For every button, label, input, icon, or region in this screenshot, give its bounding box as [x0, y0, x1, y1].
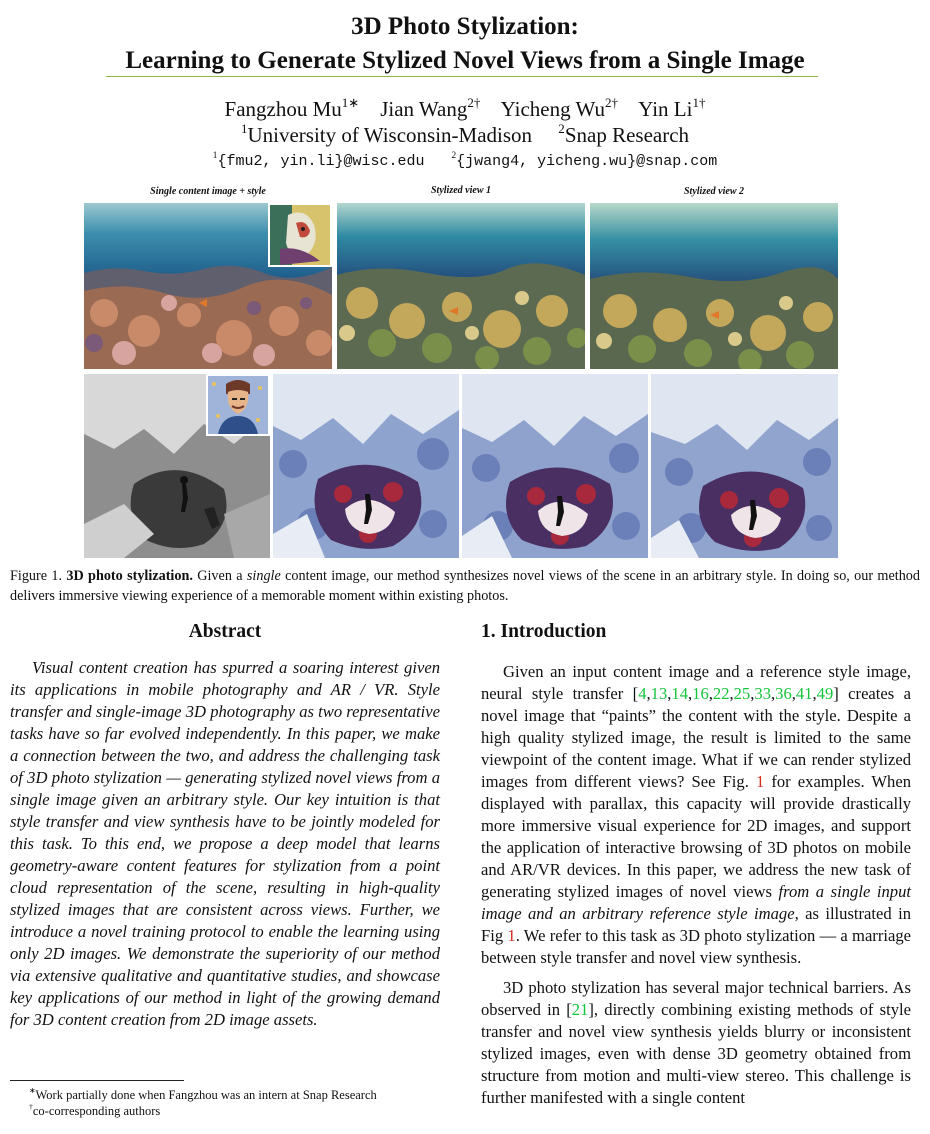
cave-stylized-view-a: [273, 374, 459, 558]
footnote-internship: [29, 1087, 449, 1103]
intro-text: for examples. When displayed with parallax, this capacity will provide drastically more immersive visual experience for 2D images, and support the application of interactive browsing of 3D photos on mobile and AR/VR devices. In this paper, we address the new task of generating stylized images of novel views: [481, 772, 912, 901]
citation-link[interactable]: 13: [650, 684, 668, 703]
style-painting-inset: [268, 203, 332, 267]
email-address[interactable]: {jwang4, yicheng.wu}@snap.com: [456, 153, 718, 170]
affiliation-name: Snap Research: [564, 123, 690, 147]
caption-label: Figure 1.: [10, 568, 63, 584]
citation-link[interactable]: 22: [712, 684, 730, 703]
introduction-paragraph-1: Given an input content image and a reference style image, neural style transfer [4,13,14,16,22,25,33,36,41,49] creates a novel image that “paints” the content with the style. Despite a high quality stylized image, the result is limited to the same viewpoint of the content image. What if we can render stylized images from different views? See Fig. 1 for examples. When displayed with parallax, this capacity will provide drastically more immersive visual experience for 2D images, and support the application of interactive browsing of 3D photos on mobile and AR/VR devices. In this paper, we address the new task of generating stylized images of novel views from a single input image and an arbitrary reference style image, as illustrated in Fig 1. We refer to this task as 3D photo stylization — a marriage between style transfer and novel view synthesis.: [481, 662, 912, 967]
author-name: Jian Wang: [380, 97, 468, 121]
introduction-paragraph-2: [481, 977, 911, 1109]
intro-text: . We refer to this task as 3D photo stylization — a marriage between style transfer and novel view synthesis.: [481, 926, 911, 967]
email-mark: 2: [451, 151, 457, 162]
intro-text: ] creates a novel image that “paints” the content with the style. Despite a high quality stylized image, the result is limited to the same viewpoint of the content image. What if we can render stylized images from different views? See Fig.: [481, 684, 911, 791]
citation-link[interactable]: 49: [816, 684, 834, 703]
abstract-heading: Abstract: [188, 621, 262, 642]
figure-caption: [10, 566, 920, 606]
intro-emphasis: from a single input image and an arbitrary reference style image: [481, 882, 911, 923]
intro-text: Given an input content image and a reference style image, neural style transfer [: [481, 662, 911, 703]
caption-text: content image, our method synthesizes novel views of the scene in an arbitrary style. In doing so, our method delivers immersive viewing experience of a memorable moment within existing photos.: [10, 568, 920, 604]
author-affil-mark: 1†: [692, 94, 706, 110]
citation-link[interactable]: 21: [571, 1000, 589, 1019]
footnote-mark: ∗: [29, 1086, 36, 1096]
abstract-body: Visual content creation has spurred a soaring interest given its applications in mobile photography and AR / VR. Style transfer and single-image 3D photography as two representative tasks have so far evolved independently. In this paper, we make a connection between the two, and address the challenging task of 3D photo stylization — generating stylized novel views from a single image given an arbitrary style. Our key intuition is that style transfer and view synthesis have to be jointly modeled for this task. To this end, we propose a deep model that learns geometry-aware content features for stylization from a point cloud representation of the scene, resulting in high-quality stylized images that are consistent across views. Further, we introduce a novel training protocol to enable the learning using only 2D images. We demonstrate the superiority of our method via extensive qualitative and quantitative studies, and showcase key applications of our method in light of the growing demand for 3D content creation from 2D image assets.: [10, 658, 440, 1029]
footnote-mark: †: [29, 1102, 33, 1112]
citation-link[interactable]: 25: [733, 684, 751, 703]
author-name: Yicheng Wu: [500, 97, 605, 121]
footnote-text: co-corresponding authors: [32, 1104, 161, 1118]
author-affil-mark: 2†: [467, 94, 481, 110]
author-affil-mark: 1∗: [341, 94, 360, 110]
cave-stylized-view-b: [462, 374, 648, 558]
intro-text: 3D photo stylization has several major technical barriers. As observed in [: [481, 978, 911, 1019]
reef-stylized-view-1: [337, 203, 585, 369]
affiliation-mark: 2: [558, 120, 565, 136]
affiliation-mark: 1: [240, 120, 248, 136]
author-affil-mark: 2†: [604, 94, 618, 110]
footnote-corresponding: [29, 1103, 449, 1119]
figure-reference-link[interactable]: 1: [755, 772, 765, 791]
email-mark: 1: [212, 151, 218, 162]
affiliation-list: [0, 120, 930, 147]
citation-link[interactable]: 36: [775, 684, 792, 703]
citation-link[interactable]: 33: [754, 684, 771, 703]
caption-bold-title: 3D photo stylization.: [66, 568, 193, 584]
figure-reference-link[interactable]: 1: [507, 926, 516, 945]
introduction-section: [481, 661, 911, 1109]
citation-link[interactable]: 41: [795, 684, 813, 703]
figure-column-label-content: Single content image + style: [150, 186, 266, 197]
reef-stylized-view-2: [590, 203, 838, 369]
email-list: [0, 152, 930, 172]
paper-title-line-2: Learning to Generate Stylized Novel Views from a Single Image: [125, 47, 805, 74]
author-name: Yin Li: [638, 97, 693, 121]
email-address[interactable]: {fmu2, yin.li}@wisc.edu: [217, 153, 425, 170]
figure-column-label-view2: Stylized view 2: [684, 186, 744, 197]
citation-link[interactable]: 14: [671, 684, 688, 703]
citation-link[interactable]: 16: [692, 684, 709, 703]
author-name: Fangzhou Mu: [224, 97, 342, 121]
footnote-divider: [10, 1080, 184, 1081]
paper-title-line-1: 3D Photo Stylization:: [351, 13, 579, 40]
title-link-underline: [106, 76, 818, 77]
cave-stylized-view-c: [651, 374, 838, 558]
introduction-heading: 1. Introduction: [481, 621, 607, 642]
affiliation-name: University of Wisconsin-Madison: [247, 123, 533, 147]
abstract-section: [10, 657, 440, 1031]
footnote-text: Work partially done when Fangzhou was an intern at Snap Research: [35, 1088, 377, 1102]
figure-column-label-view1: Stylized view 1: [431, 185, 491, 196]
intro-text: , as illustrated in Fig: [481, 904, 911, 945]
style-portrait-inset: [206, 374, 270, 436]
caption-text: Given a: [192, 568, 247, 584]
author-list: [0, 94, 930, 121]
caption-emphasis: single: [246, 568, 281, 584]
citation-link[interactable]: 4: [638, 684, 647, 703]
intro-text: ], directly combining existing methods of style transfer and novel view synthesis yields blurry or inconsistent stylized images, even with dense 3D geometry obtained from structure from motion and multi-view stereo. This challenge is further manifested with a single content: [481, 1000, 911, 1107]
